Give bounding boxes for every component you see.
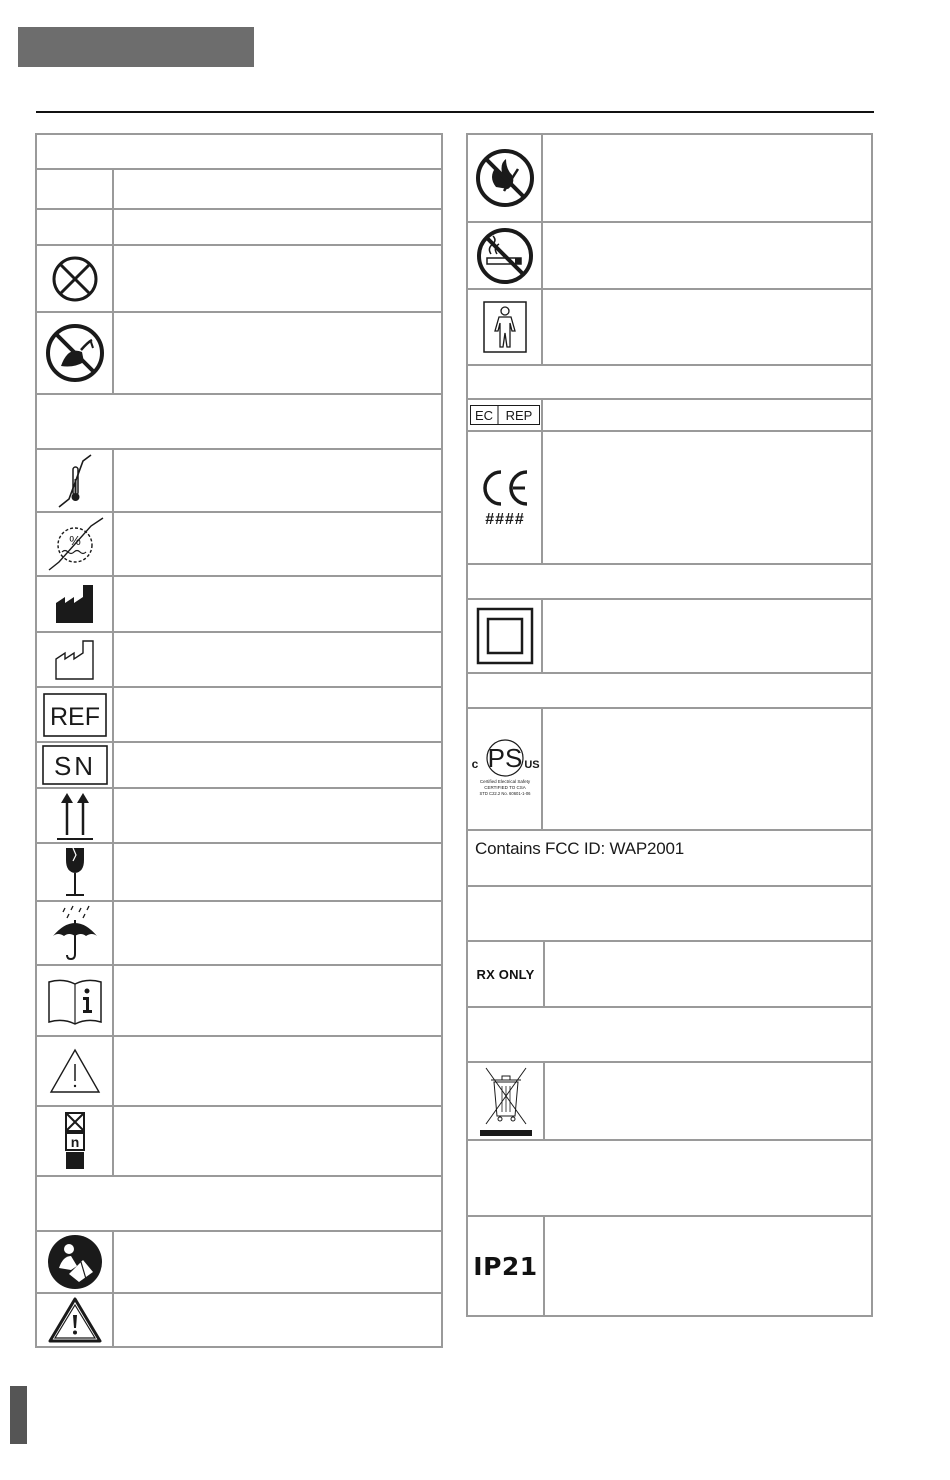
symbol-cell xyxy=(37,789,114,842)
table-row xyxy=(468,432,871,565)
symbol-cell xyxy=(37,1232,114,1292)
fragile-icon xyxy=(58,846,92,898)
table-row xyxy=(37,1037,441,1107)
date-of-manufacture-icon xyxy=(54,639,96,681)
no-open-flame-icon xyxy=(474,147,536,209)
description-cell xyxy=(114,246,441,311)
symbol-cell xyxy=(468,400,543,430)
section-header xyxy=(37,135,441,170)
description-cell xyxy=(114,789,441,842)
description-cell xyxy=(543,400,871,430)
fcc-row xyxy=(468,831,871,887)
svg-text:%: % xyxy=(68,533,81,548)
table-row xyxy=(37,513,441,577)
symbol-cell xyxy=(37,743,114,787)
ref-label: REF xyxy=(49,702,100,731)
table-row xyxy=(37,844,441,902)
symbol-cell xyxy=(37,577,114,631)
serial-number-icon xyxy=(42,745,108,785)
table-row xyxy=(37,210,441,246)
table-row xyxy=(37,1232,441,1294)
csa-mark: PS xyxy=(487,743,522,773)
description-cell xyxy=(114,1037,441,1105)
warning-icon xyxy=(48,1297,102,1343)
description-cell xyxy=(543,135,871,221)
description-cell xyxy=(543,600,871,672)
section-header xyxy=(37,395,441,450)
table-row xyxy=(37,313,441,395)
table-row xyxy=(37,1294,441,1346)
symbol-cell xyxy=(468,432,543,563)
symbol-cell xyxy=(468,223,543,288)
table-row xyxy=(37,902,441,966)
table-row xyxy=(468,1063,871,1141)
description-cell xyxy=(114,1107,441,1175)
keep-dry-icon xyxy=(51,904,99,962)
table-row xyxy=(37,450,441,513)
symbol-cell xyxy=(468,942,545,1006)
section-header xyxy=(468,366,871,400)
description-cell xyxy=(114,210,441,244)
section-header xyxy=(37,1177,441,1232)
description-cell xyxy=(114,902,441,964)
table-row xyxy=(37,743,441,789)
description-cell xyxy=(543,290,871,364)
description-cell xyxy=(545,1217,871,1315)
symbol-cell xyxy=(37,313,114,393)
csa-c-label: c xyxy=(471,757,478,771)
symbol-table-left xyxy=(35,133,443,1348)
symbol-cell xyxy=(37,450,114,511)
symbol-cell xyxy=(37,513,114,575)
no-oil-icon xyxy=(44,322,106,384)
page-marker xyxy=(10,1386,27,1444)
symbol-cell xyxy=(468,709,543,829)
symbol-cell xyxy=(37,1107,114,1175)
symbol-cell xyxy=(468,135,543,221)
csa-line-3: STD C22.2 No. 60601-1-06 xyxy=(479,791,530,796)
section-header xyxy=(468,565,871,600)
table-row xyxy=(468,709,871,831)
table-row xyxy=(468,942,871,1008)
header-tab xyxy=(18,27,254,67)
description-cell xyxy=(114,743,441,787)
catalog-number-icon xyxy=(43,693,107,737)
humidity-limit-icon xyxy=(45,516,105,572)
description-cell xyxy=(543,223,871,288)
temperature-limit-icon xyxy=(57,453,93,509)
description-cell xyxy=(543,709,871,829)
rep-label: REP xyxy=(505,408,532,423)
symbol-cell xyxy=(37,902,114,964)
symbol-cell xyxy=(468,600,543,672)
table-row xyxy=(468,290,871,366)
table-row xyxy=(37,1107,441,1177)
symbol-table-right xyxy=(466,133,873,1317)
table-row xyxy=(37,789,441,844)
symbol-cell xyxy=(37,844,114,900)
ce-number: #### xyxy=(484,510,525,528)
description-cell xyxy=(114,688,441,741)
table-row xyxy=(468,600,871,674)
description-cell xyxy=(543,432,871,563)
ec-rep-icon xyxy=(470,405,540,425)
table-row xyxy=(468,1217,871,1315)
consult-instructions-icon xyxy=(47,976,103,1026)
symbol-cell xyxy=(37,688,114,741)
csa-line-1: Certified Electrical Safety xyxy=(479,779,530,784)
table-row xyxy=(37,966,441,1037)
symbol-cell xyxy=(37,246,114,311)
description-cell xyxy=(545,1063,871,1139)
description-cell xyxy=(114,1294,441,1346)
description-cell xyxy=(114,633,441,686)
stacking-limit-icon xyxy=(64,1111,86,1171)
description-cell xyxy=(114,513,441,575)
symbol-cell xyxy=(37,170,114,208)
table-row xyxy=(468,400,871,432)
do-not-reuse-icon xyxy=(51,255,99,303)
ip-rating-label: IP21 xyxy=(473,1251,538,1281)
table-row xyxy=(37,688,441,743)
table-row xyxy=(37,577,441,633)
description-cell xyxy=(114,1232,441,1292)
ce-mark-icon xyxy=(477,468,533,528)
no-smoking-icon xyxy=(475,226,535,286)
symbol-cell xyxy=(37,1037,114,1105)
symbol-cell xyxy=(468,1063,545,1139)
description-cell xyxy=(114,577,441,631)
caution-icon xyxy=(49,1048,101,1094)
description-cell xyxy=(114,313,441,393)
section-header xyxy=(468,887,871,942)
manufacturer-icon xyxy=(54,583,96,625)
symbol-cell xyxy=(468,290,543,364)
this-way-up-icon xyxy=(55,791,95,841)
description-cell xyxy=(114,450,441,511)
fcc-id-text: Contains FCC ID: WAP2001 xyxy=(475,839,685,858)
weee-disposal-icon xyxy=(476,1064,536,1138)
ec-label: EC xyxy=(474,408,493,423)
rx-only-label: RX ONLY xyxy=(476,966,535,982)
section-header xyxy=(468,1141,871,1217)
table-row xyxy=(37,633,441,688)
description-cell xyxy=(114,170,441,208)
table-row xyxy=(37,246,441,313)
csa-line-2: CERTIFIED TO CSA xyxy=(483,785,526,790)
table-row xyxy=(37,170,441,210)
symbol-cell xyxy=(37,633,114,686)
header-rule xyxy=(36,111,874,113)
read-manual-icon xyxy=(47,1234,103,1290)
table-row xyxy=(468,135,871,223)
description-cell xyxy=(545,942,871,1006)
csa-certification-icon xyxy=(470,736,540,802)
csa-us-label: US xyxy=(523,759,540,771)
description-cell xyxy=(114,844,441,900)
section-header xyxy=(468,674,871,709)
table-row xyxy=(468,223,871,290)
symbol-cell xyxy=(37,210,114,244)
class-ii-equipment-icon xyxy=(476,607,534,665)
section-header xyxy=(468,1008,871,1063)
symbol-cell xyxy=(37,1294,114,1346)
stack-count-label: n xyxy=(70,1134,79,1150)
description-cell xyxy=(114,966,441,1035)
symbol-cell xyxy=(37,966,114,1035)
symbol-cell xyxy=(468,1217,545,1315)
sn-label: SN xyxy=(53,751,96,781)
type-bf-applied-part-icon xyxy=(483,301,527,353)
